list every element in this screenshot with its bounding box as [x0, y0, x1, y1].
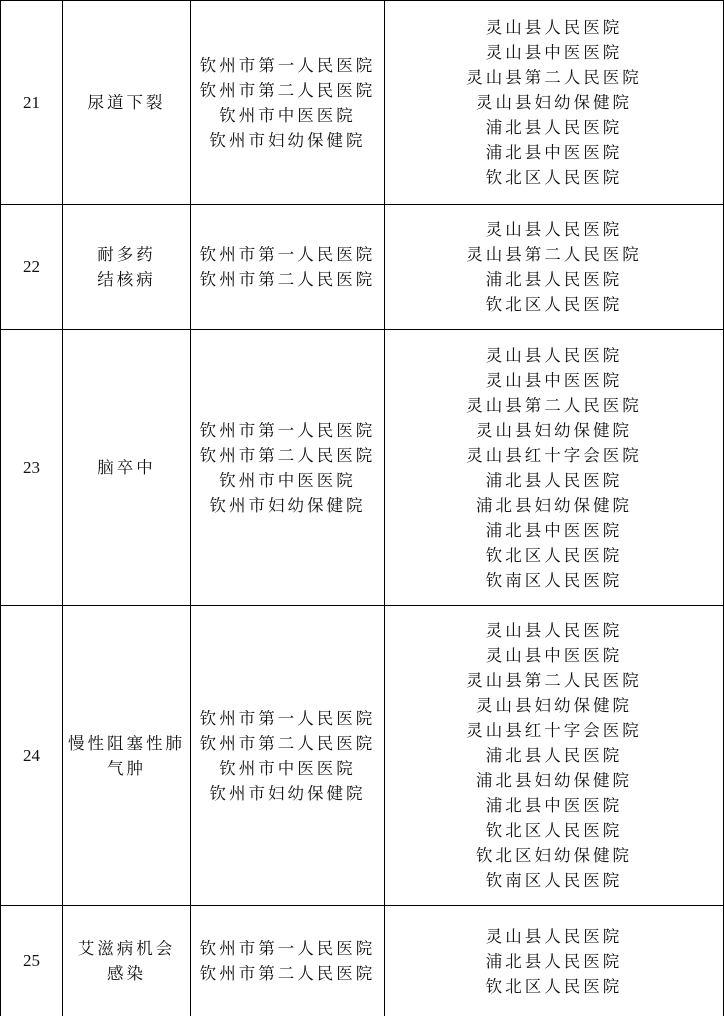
- county-hospitals-line: 灵山县妇幼保健院: [385, 693, 723, 718]
- county-hospitals: [385, 906, 724, 1016]
- disease-name: [63, 606, 191, 906]
- county-hospitals-line: 浦北县妇幼保健院: [385, 493, 723, 518]
- table-row: [1, 606, 724, 906]
- city-hospitals-line: 钦州市第二人民医院: [191, 961, 384, 986]
- row-number: 25: [1, 906, 63, 1016]
- disease-name: [63, 330, 191, 606]
- disease-name-line: 慢性阻塞性肺: [63, 731, 190, 756]
- county-hospitals-line: 灵山县第二人民医院: [385, 668, 723, 693]
- county-hospitals-line: 钦北区人民医院: [385, 974, 723, 999]
- disease-name-line: 艾滋病机会: [63, 936, 190, 961]
- county-hospitals-line: 灵山县人民医院: [385, 343, 723, 368]
- disease-name-line: 耐多药: [63, 242, 190, 267]
- county-hospitals-line: 浦北县人民医院: [385, 115, 723, 140]
- city-hospitals-line: 钦州市妇幼保健院: [191, 128, 384, 153]
- county-hospitals-line: 灵山县妇幼保健院: [385, 418, 723, 443]
- table-row: [1, 205, 724, 330]
- city-hospitals-line: 钦州市第二人民医院: [191, 731, 384, 756]
- county-hospitals-line: 浦北县人民医院: [385, 267, 723, 292]
- county-hospitals-line: 灵山县妇幼保健院: [385, 90, 723, 115]
- city-hospitals: [191, 205, 385, 330]
- city-hospitals-line: 钦州市妇幼保健院: [191, 493, 384, 518]
- county-hospitals-line: 灵山县中医医院: [385, 368, 723, 393]
- city-hospitals: [191, 606, 385, 906]
- disease-name: [63, 205, 191, 330]
- county-hospitals-line: 灵山县红十字会医院: [385, 718, 723, 743]
- county-hospitals-line: 钦南区人民医院: [385, 568, 723, 593]
- row-number: 21: [1, 1, 63, 205]
- row-number: 24: [1, 606, 63, 906]
- county-hospitals-line: 灵山县第二人民医院: [385, 242, 723, 267]
- county-hospitals: [385, 606, 724, 906]
- city-hospitals: [191, 906, 385, 1016]
- city-hospitals-line: 钦州市第一人民医院: [191, 418, 384, 443]
- table-body: [1, 1, 724, 1016]
- county-hospitals-line: 灵山县第二人民医院: [385, 393, 723, 418]
- county-hospitals-line: 浦北县妇幼保健院: [385, 768, 723, 793]
- county-hospitals-line: 灵山县中医医院: [385, 643, 723, 668]
- county-hospitals-line: 钦北区人民医院: [385, 818, 723, 843]
- disease-name: [63, 906, 191, 1016]
- city-hospitals-line: 钦州市第二人民医院: [191, 443, 384, 468]
- county-hospitals-line: 钦北区人民医院: [385, 292, 723, 317]
- county-hospitals-line: 浦北县中医医院: [385, 518, 723, 543]
- city-hospitals-line: 钦州市第二人民医院: [191, 78, 384, 103]
- disease-name-line: 结核病: [63, 267, 190, 292]
- county-hospitals-line: 浦北县中医医院: [385, 793, 723, 818]
- city-hospitals: [191, 330, 385, 606]
- city-hospitals-line: 钦州市妇幼保健院: [191, 781, 384, 806]
- row-number: 23: [1, 330, 63, 606]
- city-hospitals: [191, 1, 385, 205]
- table-row: [1, 1, 724, 205]
- city-hospitals-line: 钦州市第一人民医院: [191, 242, 384, 267]
- county-hospitals-line: 钦北区人民医院: [385, 165, 723, 190]
- city-hospitals-line: 钦州市第二人民医院: [191, 267, 384, 292]
- city-hospitals-line: 钦州市第一人民医院: [191, 53, 384, 78]
- city-hospitals-line: 钦州市中医医院: [191, 756, 384, 781]
- county-hospitals: [385, 330, 724, 606]
- disease-name-line: 脑卒中: [63, 455, 190, 480]
- county-hospitals-line: 灵山县第二人民医院: [385, 65, 723, 90]
- county-hospitals: [385, 205, 724, 330]
- county-hospitals-line: 钦南区人民医院: [385, 868, 723, 893]
- county-hospitals-line: 灵山县红十字会医院: [385, 443, 723, 468]
- county-hospitals-line: 灵山县中医医院: [385, 40, 723, 65]
- disease-name: [63, 1, 191, 205]
- county-hospitals-line: 浦北县中医医院: [385, 140, 723, 165]
- county-hospitals-line: 灵山县人民医院: [385, 217, 723, 242]
- row-number: 22: [1, 205, 63, 330]
- county-hospitals-line: 灵山县人民医院: [385, 924, 723, 949]
- county-hospitals-line: 浦北县人民医院: [385, 743, 723, 768]
- city-hospitals-line: 钦州市第一人民医院: [191, 706, 384, 731]
- county-hospitals-line: 浦北县人民医院: [385, 949, 723, 974]
- disease-name-line: 气肿: [63, 756, 190, 781]
- county-hospitals-line: 灵山县人民医院: [385, 618, 723, 643]
- county-hospitals: [385, 1, 724, 205]
- city-hospitals-line: 钦州市第一人民医院: [191, 936, 384, 961]
- table-row: [1, 330, 724, 606]
- county-hospitals-line: 钦北区人民医院: [385, 543, 723, 568]
- county-hospitals-line: 浦北县人民医院: [385, 468, 723, 493]
- city-hospitals-line: 钦州市中医医院: [191, 103, 384, 128]
- county-hospitals-line: 灵山县人民医院: [385, 15, 723, 40]
- table-row: [1, 906, 724, 1016]
- disease-name-line: 尿道下裂: [63, 90, 190, 115]
- disease-name-line: 感染: [63, 961, 190, 986]
- city-hospitals-line: 钦州市中医医院: [191, 468, 384, 493]
- county-hospitals-line: 钦北区妇幼保健院: [385, 843, 723, 868]
